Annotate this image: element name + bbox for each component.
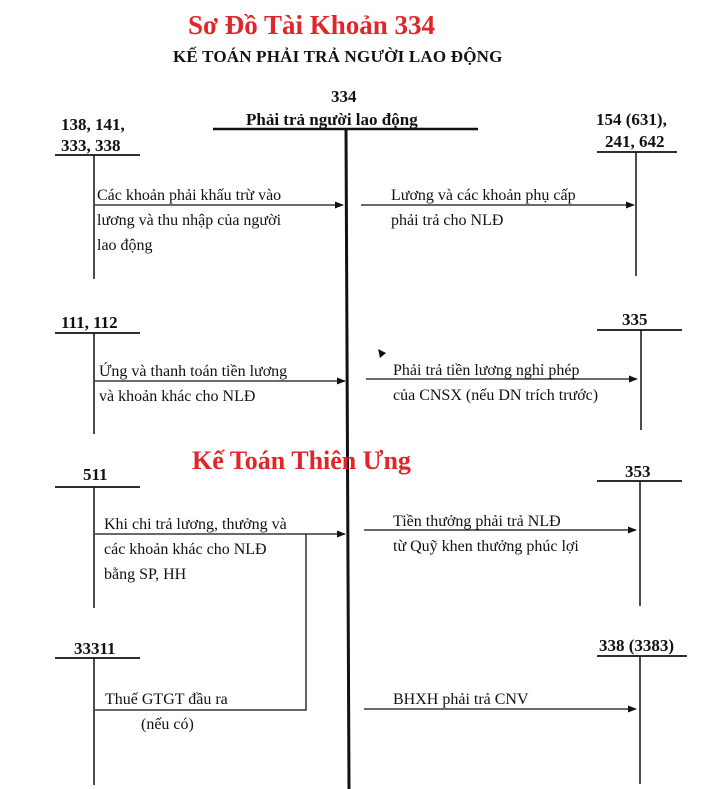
right-desc-2 [393, 358, 598, 408]
desc-line: Thuế GTGT đầu ra [105, 691, 228, 708]
left-account-4: 33311 [74, 639, 116, 658]
desc-line: các khoản khác cho NLĐ [104, 541, 267, 558]
diagram-title: Sơ Đồ Tài Khoản 334 [188, 10, 436, 40]
desc-line: Tiền thưởng phải trả NLĐ [393, 513, 561, 530]
right-account-1-line1: 154 (631), [596, 110, 667, 129]
right-account-3: 353 [625, 462, 651, 481]
right-desc-3 [393, 509, 579, 559]
left-account-3: 511 [83, 465, 108, 484]
right-account-4: 338 (3383) [599, 636, 675, 655]
desc-line: lương và thu nhập của người [97, 212, 282, 229]
watermark-text: Kế Toán Thiên Ưng [192, 446, 411, 475]
left-account-2: 111, 112 [61, 313, 118, 332]
desc-line: Các khoản phải khấu trừ vào [97, 187, 282, 204]
diagram-subtitle: KẾ TOÁN PHẢI TRẢ NGƯỜI LAO ĐỘNG [173, 47, 503, 66]
center-account-number: 334 [331, 87, 357, 106]
center-account-name: Phải trả người lao động [246, 110, 418, 129]
desc-line: Khi chi trả lương, thưởng và [104, 516, 287, 533]
right-desc-4 [393, 687, 529, 712]
right-account-1-line2: 241, 642 [605, 132, 665, 151]
right-account-2: 335 [622, 310, 648, 329]
cursor-triangle-icon [378, 349, 386, 358]
desc-line: Phải trả tiền lương nghỉ phép [393, 362, 580, 379]
desc-line: Ứng và thanh toán tiền lương [99, 363, 288, 380]
desc-line: bằng SP, HH [104, 566, 187, 583]
desc-line: (nếu có) [141, 716, 194, 733]
left-account-1-line1: 138, 141, [61, 115, 125, 134]
desc-line: lao động [97, 237, 153, 254]
desc-line: từ Quỹ khen thưởng phúc lợi [393, 538, 579, 555]
left-desc-4 [105, 687, 228, 737]
left-account-1-line2: 333, 338 [61, 136, 121, 155]
desc-line: và khoản khác cho NLĐ [99, 388, 256, 405]
desc-line: BHXH phải trả CNV [393, 691, 529, 708]
desc-line: Lương và các khoản phụ cấp [391, 187, 576, 204]
desc-line: phải trả cho NLĐ [391, 212, 504, 229]
right-desc-1 [391, 183, 576, 233]
left-desc-1 [97, 183, 281, 258]
left-desc-2 [99, 359, 287, 409]
left-desc-3 [104, 512, 287, 587]
desc-line: của CNSX (nếu DN trích trước) [393, 387, 599, 404]
